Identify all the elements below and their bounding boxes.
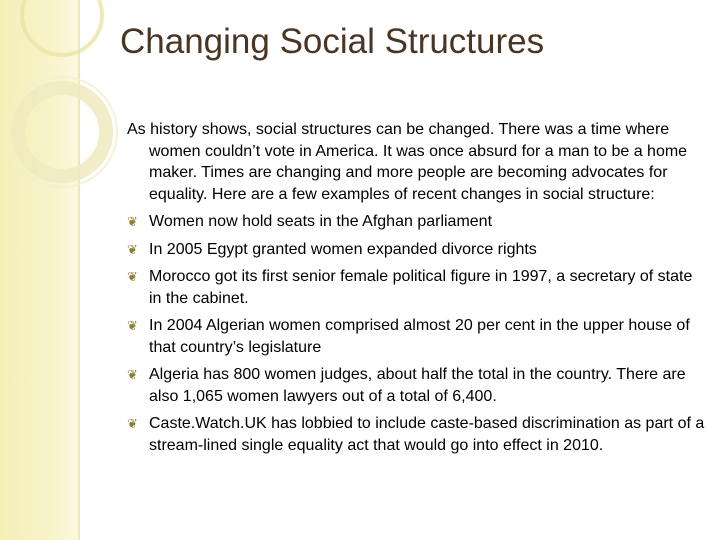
leaf-bullet-icon: ❦ [127,367,138,382]
slide-content [127,119,707,456]
leaf-bullet-icon: ❦ [127,416,138,431]
bullet-text: Morocco got its first senior female political figure in 1997, a secretary of state in the cabinet. [149,268,693,307]
bullet-text: In 2004 Algerian women comprised almost 20 per cent in the upper house of that country’s legislature [149,317,690,356]
bullet-item [127,266,707,309]
slide-title: Changing Social Structures [120,22,545,61]
bullet-item [127,239,707,261]
bullet-text: Algeria has 800 women judges, about half the total in the country. There are also 1,065 women lawyers out of a total of 6,400. [149,366,686,405]
bullet-item [127,364,707,407]
leaf-bullet-icon: ❦ [127,214,138,229]
leaf-bullet-icon: ❦ [127,269,138,284]
bullet-item [127,315,707,358]
intro-paragraph: As history shows, social structures can be changed. There was a time where women couldn’t vote in America. It was once absurd for a man to be a home maker. Times are changing and more people are becoming advocates for equality. Here are a few examples of recent changes in social structure: [127,121,688,203]
bullet-text: Women now hold seats in the Afghan parliament [149,213,493,230]
leaf-bullet-icon: ❦ [127,318,138,333]
bullet-item [127,211,707,233]
bullet-text: Caste.Watch.UK has lobbied to include caste-based discrimination as part of a stream-lined single equality act that would go into effect in 2010. [149,415,705,454]
bullet-item [127,413,707,456]
bullet-text: In 2005 Egypt granted women expanded divorce rights [149,240,537,258]
leaf-bullet-icon: ❦ [127,241,138,257]
bullet-list [127,211,707,456]
